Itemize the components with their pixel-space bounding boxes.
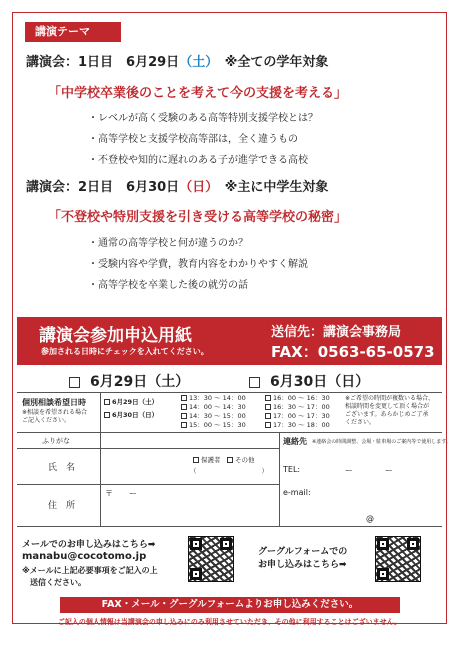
checkbox[interactable] — [104, 412, 110, 418]
divider — [17, 392, 442, 393]
email-at[interactable]: @ — [366, 514, 374, 523]
session-2-title: 「不登校や特別支援を引き受ける高等学校の秘密」 — [48, 210, 348, 225]
session-1-heading — [26, 51, 328, 70]
email-apply-label: メールでのお申し込みはこちら➡ — [22, 540, 156, 550]
checkbox[interactable] — [181, 422, 187, 428]
consult-label: 個別相談希望日時 — [22, 398, 86, 407]
postal-mark: 〒 ー — [105, 489, 137, 498]
session-2-day: （日） — [179, 180, 212, 195]
checkbox[interactable] — [265, 422, 271, 428]
email-label: e-mail: — [283, 488, 311, 497]
google-form-qr-code[interactable] — [375, 536, 421, 582]
time-slot[interactable] — [181, 403, 246, 412]
time-slot-label: 17：30 ～ 18：00 — [273, 421, 330, 429]
email-qr-code[interactable] — [188, 536, 234, 582]
date-option-30[interactable] — [249, 371, 369, 391]
address-label: 住 所 — [48, 501, 76, 511]
checkbox[interactable] — [104, 399, 110, 405]
time-slot-label: 15：00 ～ 15：30 — [189, 421, 246, 429]
divider — [100, 392, 101, 526]
furigana-label: ふりがな — [42, 437, 70, 445]
checkbox[interactable] — [181, 395, 187, 401]
session-2-prefix: 講演会：2日目 6月30日 — [26, 180, 180, 195]
time-slot[interactable] — [181, 412, 246, 421]
contact-note: ※連絡会の時間調整、会場・駐車場のご案内等で使用します。 — [312, 439, 451, 445]
divider — [17, 526, 442, 527]
time-slot[interactable] — [265, 394, 330, 403]
slot-note: ※ご希望の時間が複数いる場合、 — [345, 395, 435, 402]
destination-label: 送信先：講演会事務局 — [271, 325, 402, 340]
list-item: ・ 通常の高等学校と何が違うのか？ — [88, 233, 308, 254]
session-1-target: ※全ての学年対象 — [224, 55, 329, 70]
slot-note: ください。 — [345, 419, 376, 426]
session-2-target: ※主に中学生対象 — [224, 180, 329, 195]
fax-number: FAX：0563-65-0573 — [271, 343, 435, 361]
session-1-day: （土） — [179, 55, 212, 70]
checkbox[interactable] — [193, 457, 199, 463]
consult-day-29[interactable] — [104, 398, 158, 407]
checkbox[interactable] — [265, 413, 271, 419]
time-slot[interactable] — [265, 403, 330, 412]
time-slot-label: 13：30 ～ 14：00 — [189, 394, 246, 402]
email-note: 送信ください。 — [30, 578, 86, 587]
email-address[interactable]: manabu@cocotomo.jp — [22, 551, 147, 562]
form-header — [17, 317, 442, 365]
other-paren: （ ） — [190, 467, 268, 475]
contact-label: 連絡先 — [283, 437, 307, 446]
session-1-prefix: 講演会：1日目 6月29日 — [26, 55, 180, 70]
consult-day-label: 6月29日（土） — [112, 398, 159, 406]
footer-banner: FAX・メール・グーグルフォームよりお申し込みください。 — [60, 597, 400, 613]
divider — [17, 484, 279, 485]
checkbox[interactable] — [227, 457, 233, 463]
guardian-option[interactable] — [193, 456, 255, 465]
tel-field[interactable]: ー ー — [345, 466, 393, 475]
date-option-30-label: 6月30日（日） — [270, 374, 370, 390]
time-slot-label: 16：00 ～ 16：30 — [273, 394, 330, 402]
checkbox[interactable] — [265, 404, 271, 410]
list-item: ・ 高等学校を卒業した後の就労の話 — [88, 275, 308, 296]
time-slot-label: 14：00 ～ 14：30 — [189, 403, 246, 411]
guardian-label: 保護者 — [201, 456, 221, 464]
consult-note: ご記入ください。 — [22, 417, 71, 424]
date-option-29[interactable] — [69, 371, 189, 391]
session-1-bullets — [88, 108, 318, 171]
time-slot[interactable] — [181, 421, 246, 430]
time-slot-label: 17：00 ～ 17：30 — [273, 412, 330, 420]
time-slot-label: 14：30 ～ 15：00 — [189, 412, 246, 420]
slot-note: ございます。あらかじめご了承 — [345, 411, 429, 418]
session-2-bullets — [88, 233, 308, 296]
session-1-title: 「中学校卒業後のことを考えて今の支援を考える」 — [48, 86, 348, 101]
divider — [17, 432, 442, 433]
time-slot[interactable] — [265, 421, 330, 430]
time-slot[interactable] — [265, 412, 330, 421]
form-title: 講演会参加申込用紙 — [39, 326, 192, 346]
list-item: ・ 不登校や知的に遅れのある子が進学できる高校 — [88, 150, 318, 171]
date-option-29-label: 6月29日（土） — [90, 374, 190, 390]
list-item: ・ 高等学校と支援学校高等部は，全く違うもの — [88, 129, 318, 150]
email-note: ※メールに上記必要事項をご記入の上 — [22, 566, 158, 575]
date-select-row — [17, 366, 442, 392]
consult-day-label: 6月30日（日） — [112, 411, 159, 419]
form-subtitle: 参加される日時にチェックを入れてください。 — [41, 347, 209, 356]
time-slot-label: 16：30 ～ 17：00 — [273, 403, 330, 411]
divider — [17, 448, 279, 449]
tel-label: TEL: — [283, 465, 301, 474]
privacy-note: ご記入の個人情報は当講演会の申し込みにのみ利用させていただき、その他に利用することはございません。 — [57, 618, 402, 626]
checkbox-29[interactable] — [69, 377, 80, 388]
divider — [279, 432, 280, 526]
name-label: 氏 名 — [48, 463, 76, 473]
consult-note: ※相談を希望される場合 — [22, 409, 88, 416]
time-slot[interactable] — [181, 394, 246, 403]
session-2-heading — [26, 176, 328, 195]
checkbox[interactable] — [181, 413, 187, 419]
google-apply-label: お申し込みはこちら➡ — [258, 560, 347, 570]
checkbox[interactable] — [265, 395, 271, 401]
checkbox[interactable] — [181, 404, 187, 410]
other-label: その他 — [235, 456, 255, 464]
google-apply-label: グーグルフォームでの — [258, 547, 348, 557]
consult-day-30[interactable] — [104, 411, 158, 420]
slot-note: 相談時間を変更して頂く場合が — [345, 403, 430, 410]
list-item: ・ レベルが高く受験のある高等特別支援学校とは？ — [88, 108, 318, 129]
checkbox-30[interactable] — [249, 377, 260, 388]
list-item: ・ 受験内容や学費，教育内容をわかりやすく解説 — [88, 254, 308, 275]
theme-label: 講演テーマ — [25, 22, 121, 42]
